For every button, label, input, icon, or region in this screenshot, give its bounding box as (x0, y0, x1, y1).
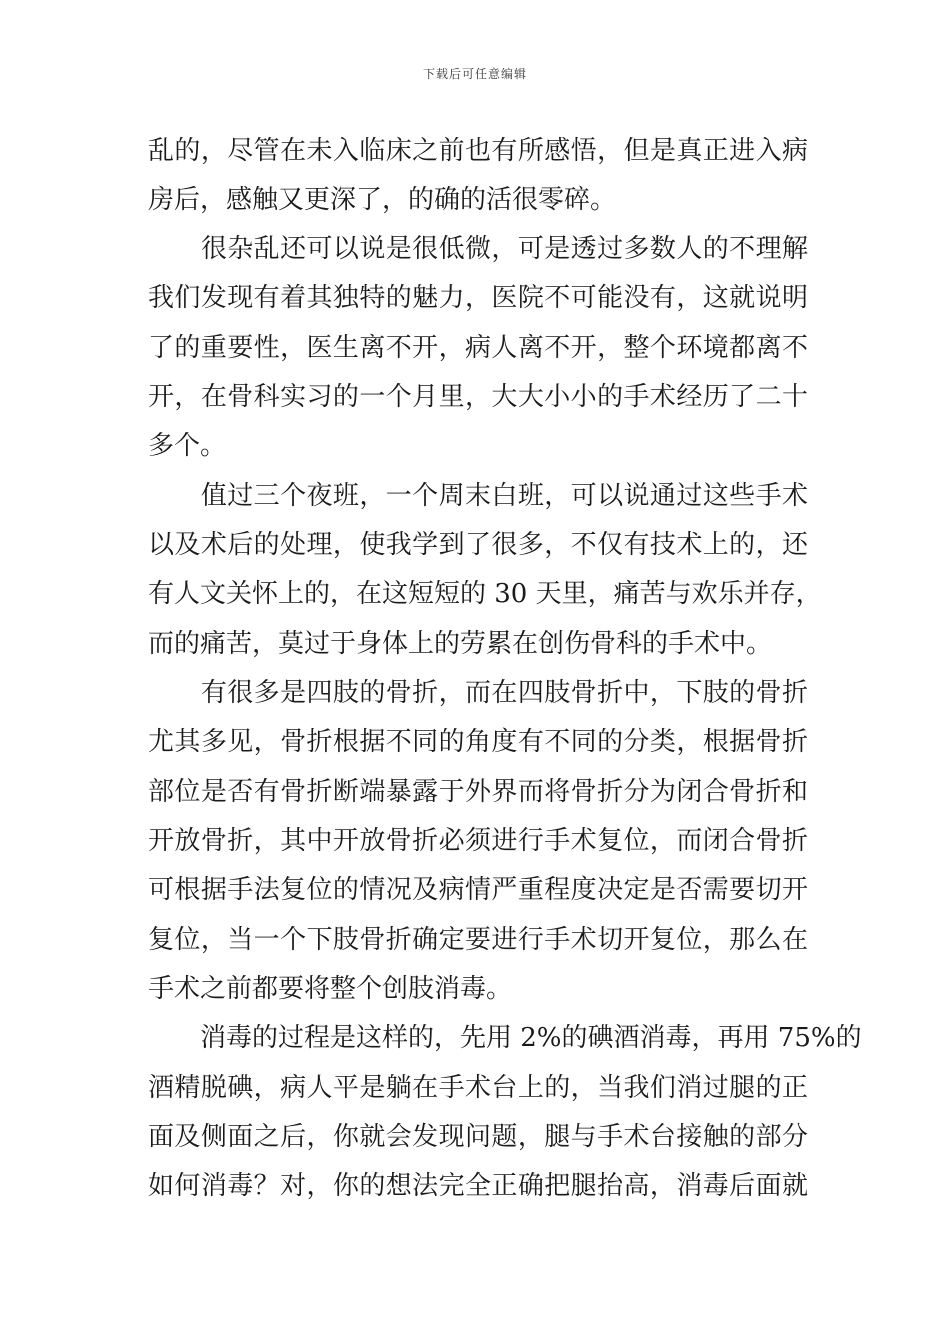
body-line: 消毒的过程是这样的，先用 2%的碘酒消毒，再用 75%的 (148, 1023, 862, 1053)
body-line: 多个。 (148, 431, 227, 461)
body-line: 值过三个夜班，一个周末白班，可以说通过这些手术 (148, 481, 808, 511)
body-line: 有很多是四肢的骨折，而在四肢骨折中，下肢的骨折 (148, 678, 808, 708)
body-line: 我们发现有着其独特的魅力，医院不可能没有，这就说明 (148, 283, 808, 313)
body-line: 房后，感触又更深了，的确的活很零碎。 (148, 185, 617, 215)
body-line: 以及术后的处理，使我学到了很多，不仅有技术上的，还 (148, 530, 808, 560)
body-line: 酒精脱碘，病人平是躺在手术台上的，当我们消过腿的正 (148, 1073, 808, 1103)
body-line: 手术之前都要将整个创肢消毒。 (148, 974, 513, 1004)
body-line: 复位，当一个下肢骨折确定要进行手术切开复位，那么在 (148, 925, 808, 955)
page-header: 下载后可任意编辑 (422, 67, 527, 81)
body-line: 部位是否有骨折断端暴露于外界而将骨折分为闭合骨折和 (148, 777, 808, 807)
body-line: 乱的，尽管在未入临床之前也有所感悟，但是真正进入病 (148, 136, 808, 166)
body-line: 开，在骨科实习的一个月里，大大小小的手术经历了二十 (148, 382, 808, 412)
body-line: 有人文关怀上的，在这短短的 30 天里，痛苦与欢乐并存， (148, 579, 822, 609)
body-line: 开放骨折，其中开放骨折必须进行手术复位，而闭合骨折 (148, 826, 808, 856)
body-line: 尤其多见，骨折根据不同的角度有不同的分类，根据骨折 (148, 727, 808, 757)
body-line: 可根据手法复位的情况及病情严重程度决定是否需要切开 (148, 875, 808, 905)
body-line: 如何消毒？对，你的想法完全正确把腿抬高，消毒后面就 (148, 1171, 808, 1201)
body-line: 面及侧面之后，你就会发现问题，腿与手术台接触的部分 (148, 1122, 808, 1152)
body-line: 而的痛苦，莫过于身体上的劳累在创伤骨科的手术中。 (148, 629, 773, 659)
body-line: 很杂乱还可以说是很低微，可是透过多数人的不理解 (148, 234, 808, 264)
body-line: 了的重要性，医生离不开，病人离不开，整个环境都离不 (148, 333, 808, 363)
